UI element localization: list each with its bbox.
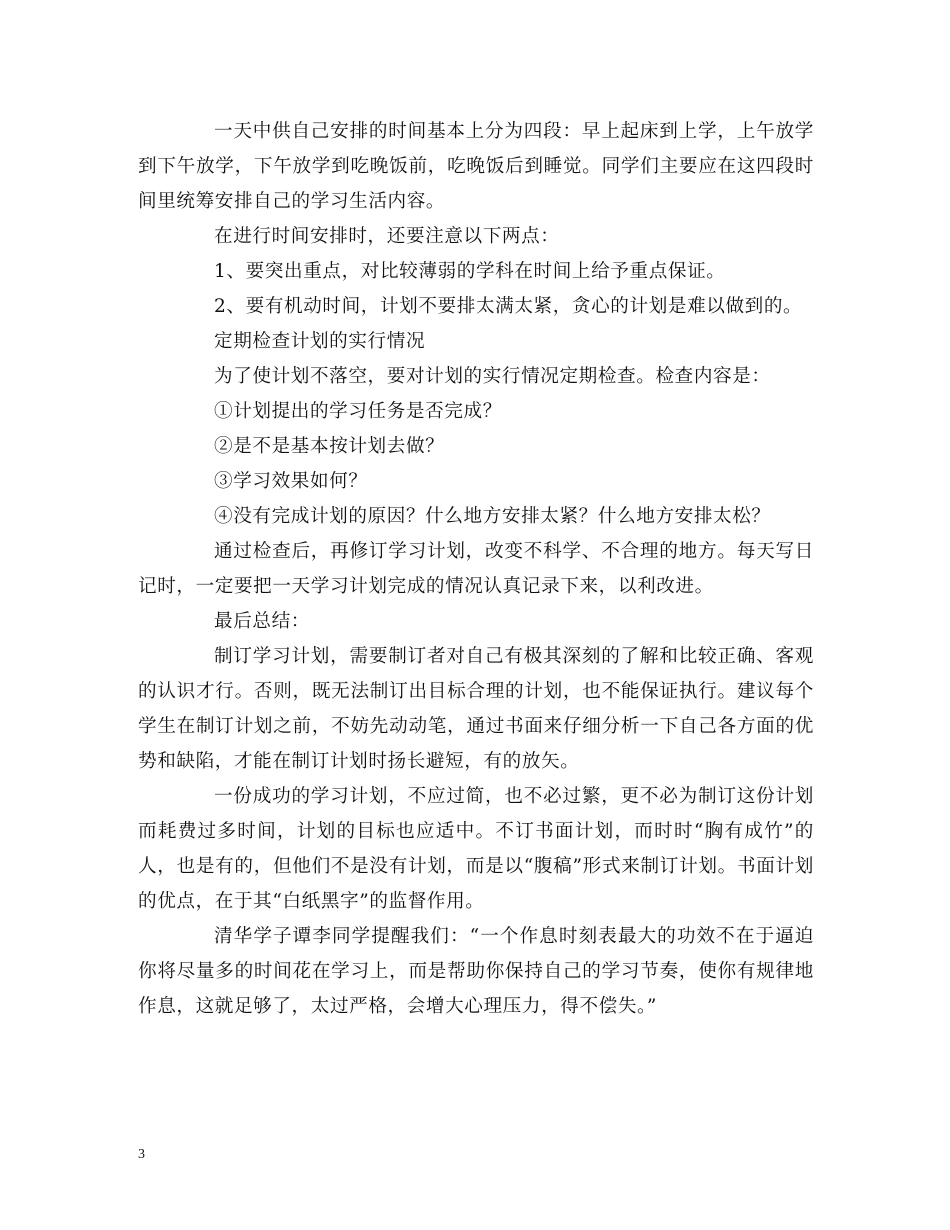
paragraph-point-1: 1、要突出重点，对比较薄弱的学科在时间上给予重点保证。 xyxy=(214,261,726,282)
paragraph-summary-1: 制订学习计划，需要制订者对自己有极其深刻的了解和比较正确、客观的认识才行。否则，既无法制订出目标合理的计划，也不能保证执行。建议每个学生在制订计划之前，不妨先动动笔，通过书面来仔细分析一下自己各方面的优势和缺陷，才能在制订计划时扬长避短，有的放矢。 xyxy=(138,646,814,772)
paragraph-two-points-intro: 在进行时间安排时，还要注意以下两点： xyxy=(214,226,560,247)
paragraph-check-intro: 为了使计划不落空，要对计划的实行情况定期检查。检查内容是： xyxy=(214,366,771,387)
paragraph-quote: 清华学子谭李同学提醒我们：“一个作息时刻表最大的功效不在于逼迫你将尽量多的时间花在学习上，而是帮助你保持自己的学习节奏，使你有规律地作息，这就足够了，太过严格，会增大心理压力，得不偿失。” xyxy=(138,926,814,1017)
check-item-2: ②是不是基本按计划去做？ xyxy=(214,436,445,457)
section-heading-summary: 最后总结： xyxy=(214,611,310,632)
document-body xyxy=(138,114,814,1024)
paragraph-point-2: 2、要有机动时间，计划不要排太满太紧，贪心的计划是难以做到的。 xyxy=(214,296,803,317)
paragraph-summary-2: 一份成功的学习计划，不应过简，也不必过繁，更不必为制订这份计划而耗费过多时间，计划的目标也应适中。不订书面计划，而时时“胸有成竹”的人，也是有的，但他们不是没有计划，而是以“腹稿”形式来制订计划。书面计划的优点，在于其“白纸黑字”的监督作用。 xyxy=(138,786,814,912)
check-item-1: ①计划提出的学习任务是否完成？ xyxy=(214,401,502,422)
page-number: 3 xyxy=(138,1147,145,1162)
check-item-4: ④没有完成计划的原因？什么地方安排太紧？什么地方安排太松？ xyxy=(214,506,771,527)
check-item-3: ③学习效果如何？ xyxy=(214,471,368,492)
paragraph-time-segments: 一天中供自己安排的时间基本上分为四段：早上起床到上学，上午放学到下午放学，下午放学到吃晚饭前，吃晚饭后到睡觉。同学们主要应在这四段时间里统筹安排自己的学习生活内容。 xyxy=(138,121,814,212)
paragraph-revise-plan: 通过检查后，再修订学习计划，改变不科学、不合理的地方。每天写日记时，一定要把一天学习计划完成的情况认真记录下来，以利改进。 xyxy=(138,541,814,597)
section-heading-check-plan: 定期检查计划的实行情况 xyxy=(214,331,426,352)
